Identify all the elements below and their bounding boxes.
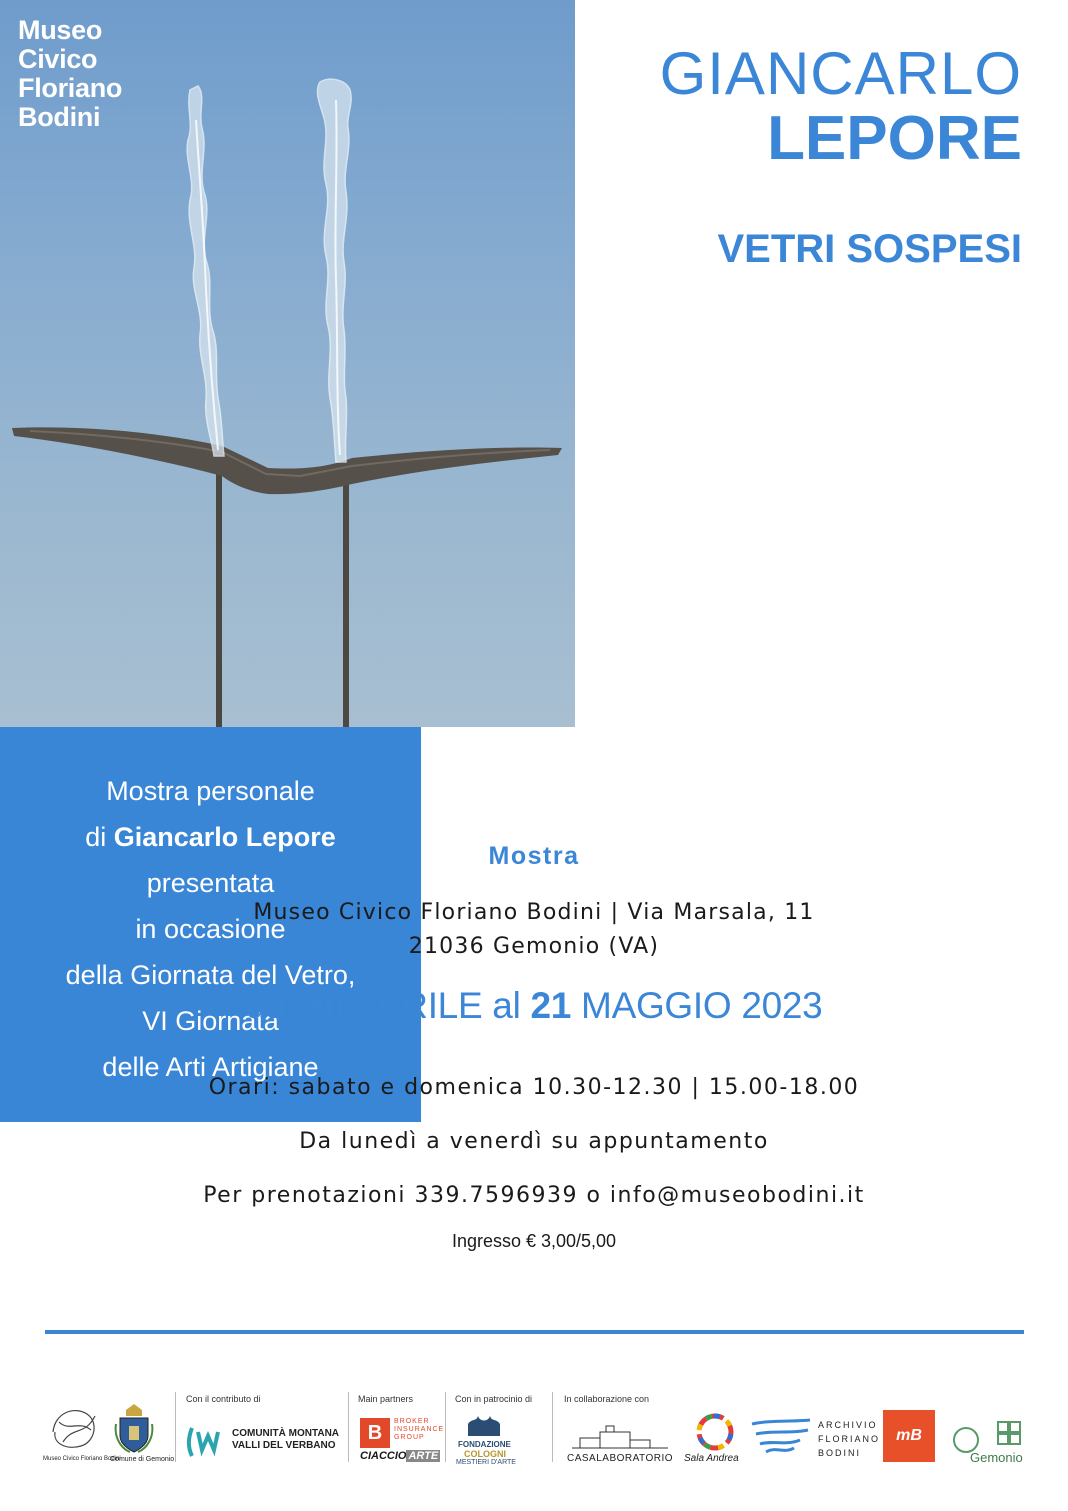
museum-small-label: Museo Civico Floriano Bodini (43, 1456, 121, 1462)
sala-andrea-logo (695, 1412, 735, 1452)
section-label: Mostra (488, 842, 580, 870)
archivio-label-2: FLORIANO (818, 1434, 881, 1444)
fondazione-cologni-emblem (466, 1410, 502, 1438)
comune-crest-icon (112, 1402, 156, 1454)
exhibition-title: VETRI SOSPESI (717, 227, 1022, 271)
archivio-bodini-brush-logo (750, 1416, 812, 1456)
comunita-montana-logo (186, 1424, 222, 1458)
sala-andrea-label: Sala Andrea (684, 1453, 739, 1464)
casalaboratorio-house-logo (570, 1424, 670, 1450)
artist-last-name: LEPORE (767, 104, 1022, 173)
museum-sketch-logo (45, 1402, 103, 1454)
footer-separator (348, 1392, 349, 1462)
museo-bodini-square-logo: mB (883, 1410, 935, 1462)
description-line: presentata (146, 868, 275, 898)
partners-label: Main partners (358, 1394, 414, 1404)
divider (45, 1330, 1024, 1334)
big-broker-logo: B (360, 1418, 390, 1448)
description-line: della Giornata del Vetro, (65, 960, 356, 990)
venue-address: Museo Civico Floriano Bodini | Via Marsala, 11 21036 Gemonio (VA) (253, 900, 815, 959)
casalaboratorio-label: CASALABORATORIO (567, 1453, 674, 1464)
description-line: di Giancarlo Lepore (85, 822, 336, 852)
opening-hours: Orari: sabato e domenica 10.30-12.30 | 15.00-18.00 (208, 1075, 860, 1100)
footer-separator (175, 1392, 176, 1462)
fondazione-label-1: FONDAZIONE (458, 1440, 511, 1449)
comunita-label-2: VALLI DEL VERBANO (232, 1440, 336, 1451)
broker-label-2: INSURANCE (394, 1426, 445, 1433)
booking-contact: Per prenotazioni 339.7596939 o info@museobodini.it (203, 1183, 865, 1208)
fondazione-label-3: MESTIERI D'ARTE (456, 1459, 516, 1466)
comune-label: Comune di Gemonio (110, 1456, 175, 1463)
fondazione-label-2: COLOGNI (464, 1449, 506, 1459)
patrocinio-label: Con in patrocinio di (455, 1394, 533, 1404)
footer-separator (445, 1392, 446, 1462)
archivio-label-1: ARCHIVIO (818, 1420, 878, 1430)
museum-logo: Museo Civico Floriano Bodini (18, 15, 123, 132)
description-line: delle Arti Artigiane (102, 1052, 319, 1082)
ciaccio-logo: CIACCIO ARTE (360, 1450, 439, 1462)
broker-label-3: GROUP (394, 1434, 425, 1441)
collaborazione-label: In collaborazione con (564, 1394, 650, 1404)
gemonio-label: Gemonio (970, 1450, 1023, 1465)
exhibition-dates: dal 30 APRILE al 21 MAGGIO 2023 (245, 985, 823, 1026)
artist-first-name: GIANCARLO (659, 40, 1022, 107)
broker-label-1: BROKER (394, 1418, 430, 1425)
weekday-appointment: Da lunedì a venerdì su appuntamento (299, 1129, 769, 1154)
admission-price: Ingresso € 3,00/5,00 (451, 1231, 617, 1251)
contributo-label: Con il contributo di (186, 1394, 261, 1404)
comunita-label-1: COMUNITÀ MONTANA (232, 1428, 340, 1439)
artwork-photo (0, 0, 575, 727)
archivio-label-3: BODINI (818, 1448, 862, 1458)
description-line: Mostra personale (106, 776, 315, 806)
description-line: in occasione (135, 914, 286, 944)
footer-separator (552, 1392, 553, 1462)
description-line: VI Giornata (142, 1006, 279, 1036)
